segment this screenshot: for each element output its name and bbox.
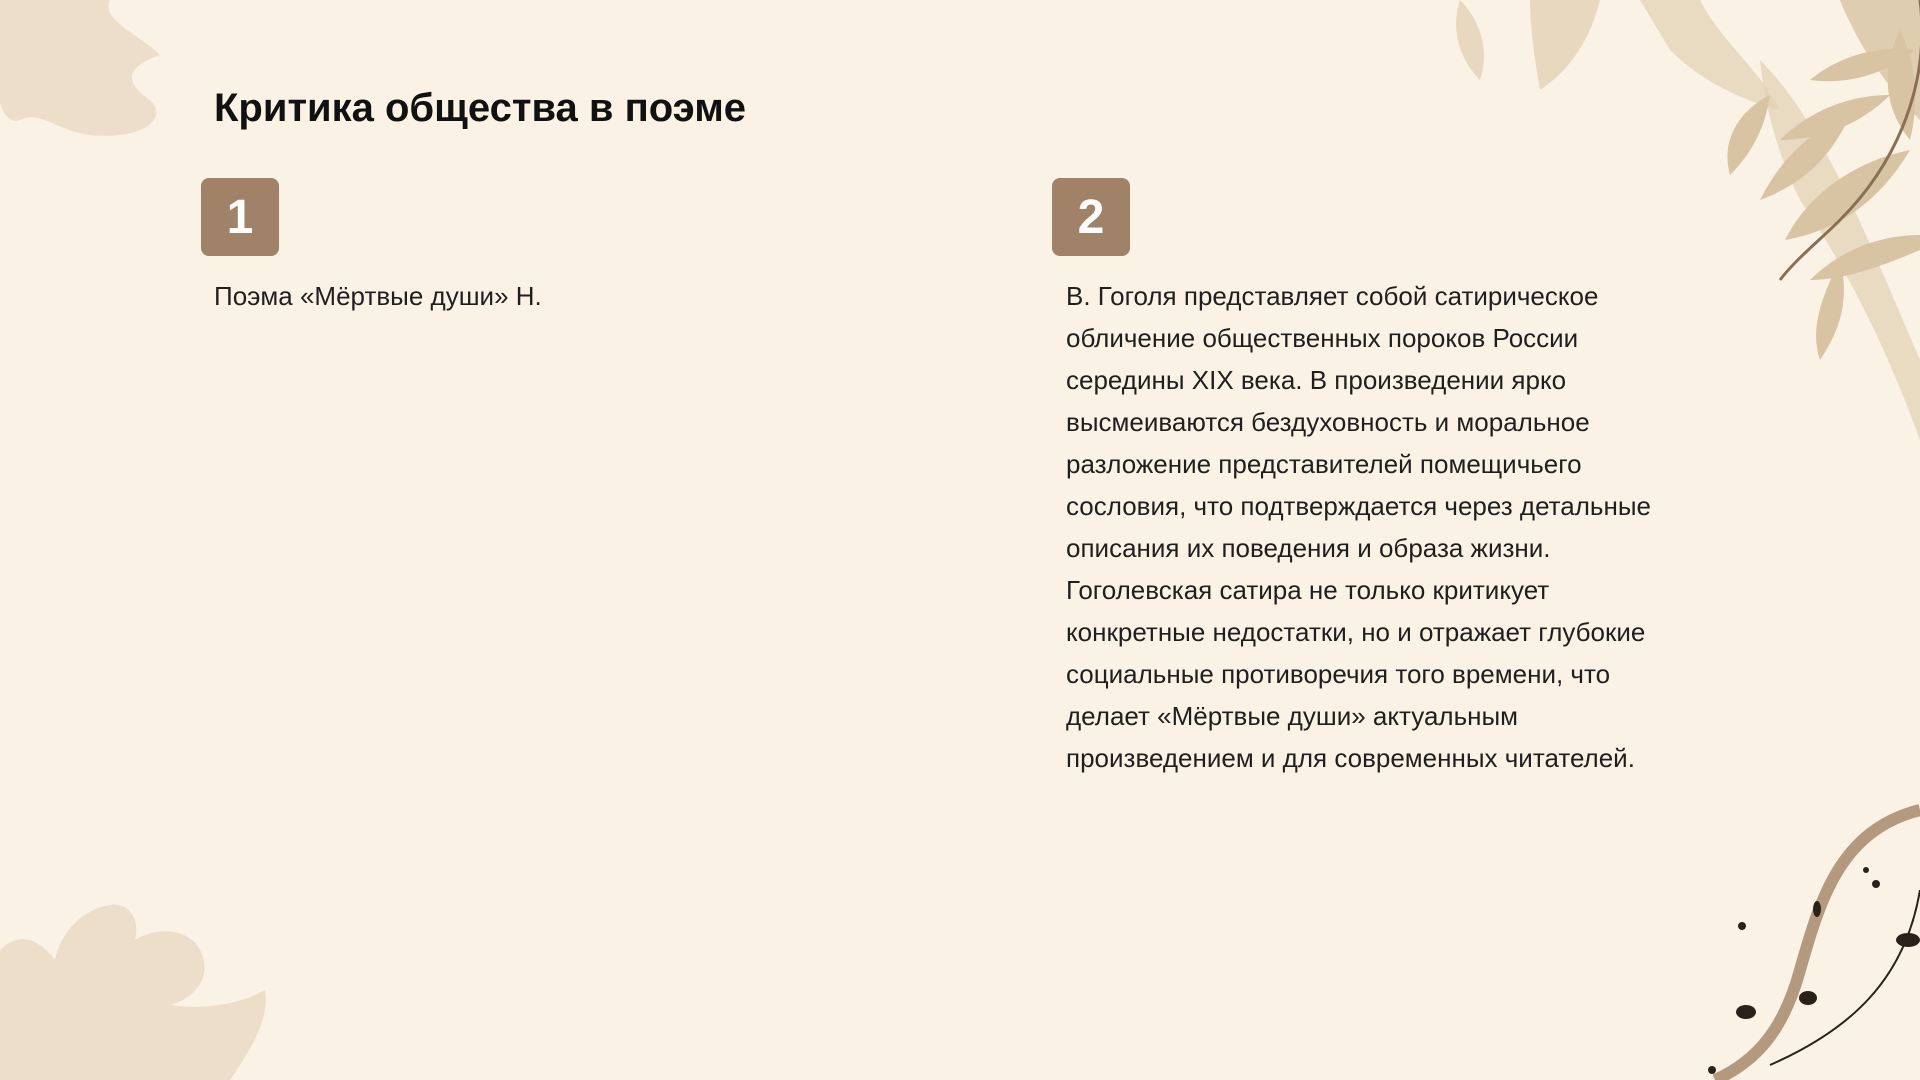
bottom-left-leaf-decoration: [0, 890, 290, 1080]
slide-title: Критика общества в поэме: [214, 86, 747, 130]
column-1-text: Поэма «Мёртвые души» Н.: [214, 281, 542, 311]
number-badge-2: 2: [1052, 178, 1130, 256]
number-badge-1: 1: [201, 178, 279, 256]
column-2-text: В. Гоголя представляет собой сатирическое обличение общественных пороков России середины XIX века. В произведении ярко высмеиваются бездуховность и моральное разложение представителей помещичьего сословия, что подтверждается через детальные описания их поведения и образа жизни. Гоголевская сатира не только критикует конкретные недостатки, но и отражает глубокие социальные противоречия того времени, что делает «Мёртвые души» актуальным произведением и для современных читателей.: [1066, 281, 1651, 773]
bottom-right-vine-decoration: [1690, 800, 1920, 1080]
top-left-leaf-decoration: [0, 0, 200, 160]
